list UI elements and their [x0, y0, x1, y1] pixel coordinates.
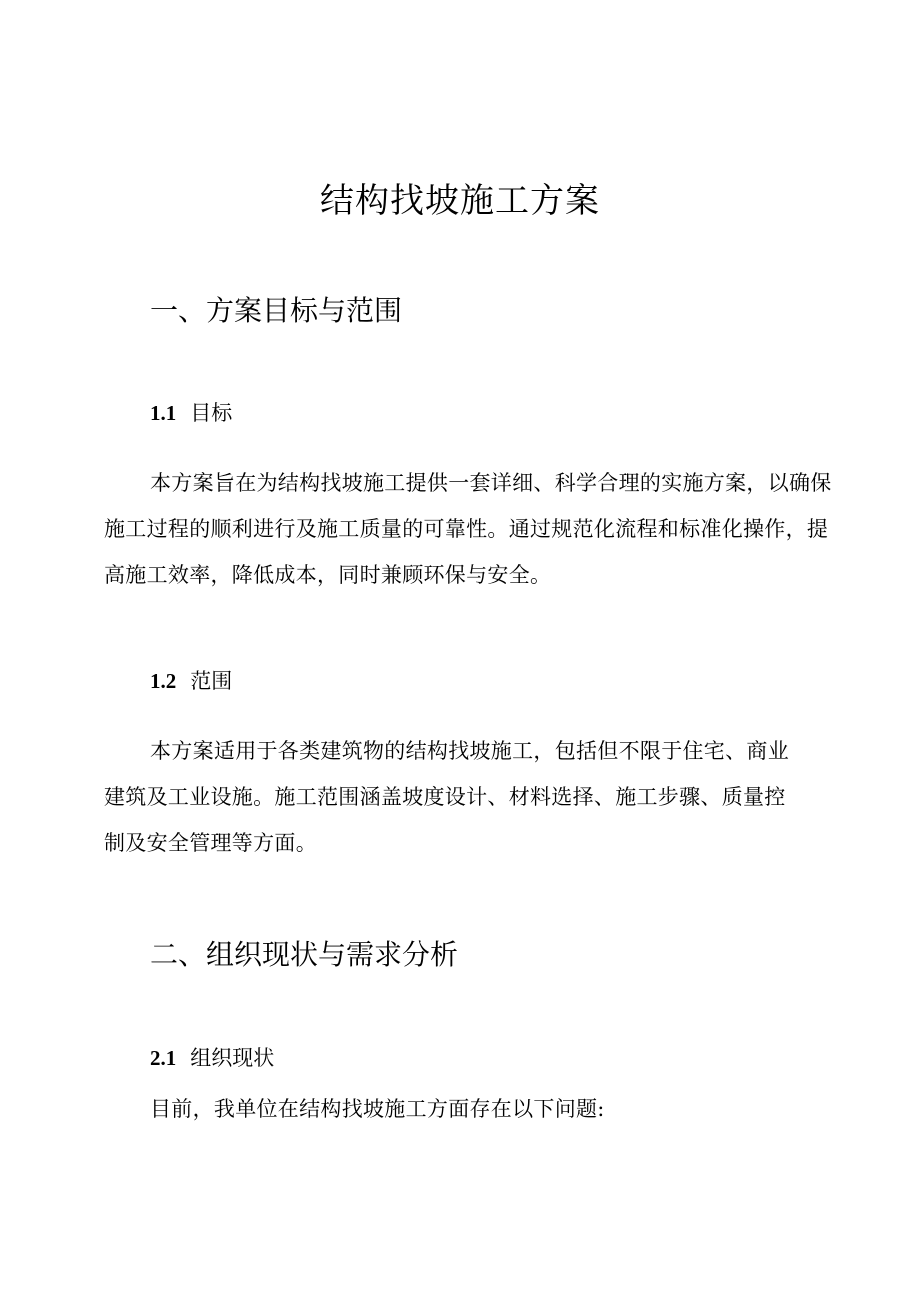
subsection-number: 1.2 [150, 669, 177, 693]
paragraph-1-2: 本方案适用于各类建筑物的结构找坡施工，包括但不限于住宅、商业建筑及工业设施。施工范围涵盖坡度设计、材料选择、施工步骤、质量控制及安全管理等方面。 [104, 739, 789, 855]
paragraph-1-1: 本方案旨在为结构找坡施工提供一套详细、科学合理的实施方案，以确保施工过程的顺利进行及施工质量的可靠性。通过规范化流程和标准化操作，提高施工效率，降低成本，同时兼顾环保与安全。 [104, 471, 832, 587]
subsection-heading-1-1 [150, 398, 232, 428]
paragraph-2-1: 目前，我单位在结构找坡施工方面存在以下问题: [150, 1097, 605, 1121]
document-title: 结构找坡施工方案 [320, 181, 600, 221]
subsection-title: 组织现状 [190, 1046, 275, 1070]
section-heading-2: 二、组织现状与需求分析 [150, 938, 459, 971]
subsection-number: 1.1 [150, 401, 177, 425]
subsection-title: 范围 [190, 669, 233, 693]
subsection-heading-1-2 [150, 666, 232, 696]
subsection-heading-2-1 [150, 1043, 274, 1073]
subsection-number: 2.1 [150, 1046, 177, 1070]
subsection-title: 目标 [190, 401, 233, 425]
section-heading-1: 一、方案目标与范围 [150, 294, 403, 327]
